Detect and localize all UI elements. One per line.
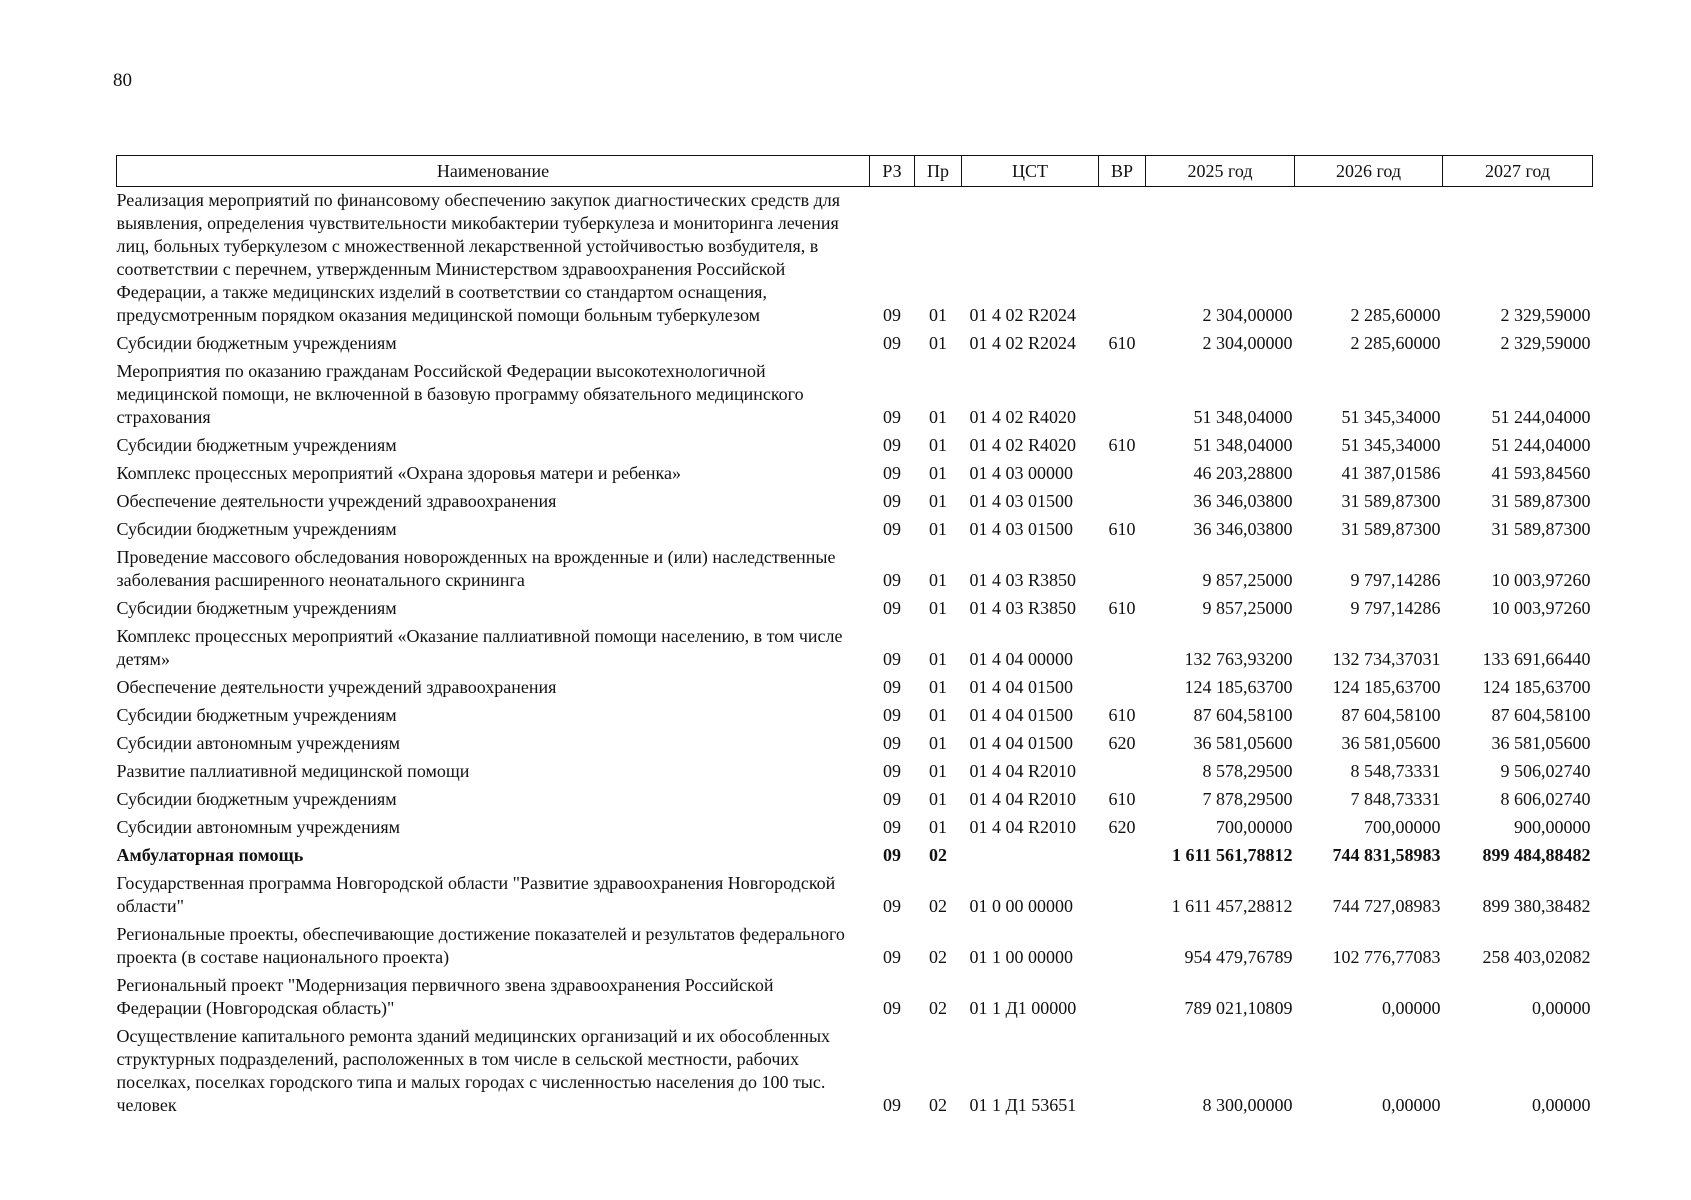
cell-vr [1099, 921, 1146, 972]
cell-y2025: 51 348,04000 [1193, 435, 1293, 455]
cell-y2026: 31 589,87300 [1341, 519, 1441, 539]
cell-vr: 620 [1108, 817, 1136, 837]
cell-vr [1099, 187, 1146, 331]
cell-y2026: 41 387,01586 [1341, 463, 1441, 483]
cell-y2027: 51 244,04000 [1491, 407, 1591, 427]
table-header [117, 156, 1593, 187]
cell-y2026: 7 848,73331 [1350, 789, 1441, 809]
cell-vr: 620 [1108, 733, 1136, 753]
cell-rz: 09 [883, 598, 901, 618]
table-row [117, 460, 1593, 488]
cell-vr: 610 [1108, 789, 1136, 809]
cell-y2025: 36 346,03800 [1193, 519, 1293, 539]
header-2025: 2025 год [1146, 156, 1295, 187]
cell-pr: 01 [929, 789, 947, 809]
cell-name: Субсидии бюджетным учреждениям [116, 789, 397, 809]
cell-rz: 09 [883, 789, 901, 809]
cell-y2025: 9 857,25000 [1202, 598, 1293, 618]
cell-y2025: 46 203,28800 [1193, 463, 1293, 483]
cell-cst: 01 1 00 00000 [969, 947, 1073, 967]
cell-y2026: 51 345,34000 [1341, 407, 1441, 427]
table-body [117, 187, 1593, 1121]
cell-vr [1099, 544, 1146, 595]
cell-rz: 09 [883, 649, 901, 669]
cell-rz: 09 [883, 705, 901, 725]
cell-rz: 09 [883, 570, 901, 590]
cell-cst: 01 4 04 00000 [969, 649, 1073, 669]
cell-rz: 09 [883, 463, 901, 483]
table-row [117, 516, 1593, 544]
cell-y2027: 899 484,88482 [1482, 845, 1591, 865]
cell-name: Амбулаторная помощь [116, 845, 304, 865]
table-row [117, 972, 1593, 1023]
table-row [117, 674, 1593, 702]
cell-name: Субсидии бюджетным учреждениям [116, 333, 397, 353]
cell-name: Обеспечение деятельности учреждений здравоохранения [116, 491, 557, 511]
cell-y2025: 51 348,04000 [1193, 407, 1293, 427]
cell-name: Комплекс процессных мероприятий «Оказание паллиативной помощи населению, в том числе детям» [116, 626, 843, 669]
cell-pr: 01 [929, 649, 947, 669]
cell-y2026: 8 548,73331 [1350, 761, 1441, 781]
cell-vr [1099, 870, 1146, 921]
cell-rz: 09 [883, 896, 901, 916]
cell-pr: 01 [929, 598, 947, 618]
table-row [117, 595, 1593, 623]
cell-cst: 01 0 00 00000 [969, 896, 1073, 916]
table-row [117, 544, 1593, 595]
cell-y2025: 1 611 561,78812 [1171, 845, 1293, 865]
cell-name: Субсидии бюджетным учреждениям [116, 598, 397, 618]
header-name: Наименование [117, 156, 870, 187]
cell-rz: 09 [883, 1095, 901, 1115]
table-row [117, 488, 1593, 516]
cell-y2027: 41 593,84560 [1491, 463, 1591, 483]
cell-y2027: 31 589,87300 [1491, 519, 1591, 539]
cell-pr: 01 [929, 519, 947, 539]
table-row [117, 870, 1593, 921]
cell-cst: 01 1 Д1 53651 [969, 1095, 1077, 1115]
cell-vr: 610 [1108, 435, 1136, 455]
cell-y2026: 36 581,05600 [1341, 733, 1441, 753]
cell-y2025: 700,00000 [1216, 817, 1293, 837]
cell-y2025: 2 304,00000 [1202, 333, 1293, 353]
cell-rz: 09 [883, 733, 901, 753]
cell-name: Субсидии автономным учреждениям [116, 817, 401, 837]
cell-y2027: 36 581,05600 [1491, 733, 1591, 753]
cell-rz: 09 [883, 845, 901, 865]
header-cst: ЦСТ [962, 156, 1099, 187]
cell-name: Субсидии бюджетным учреждениям [116, 435, 397, 455]
cell-y2025: 8 578,29500 [1202, 761, 1293, 781]
cell-cst: 01 4 03 01500 [969, 491, 1073, 511]
cell-cst: 01 4 03 R3850 [969, 598, 1077, 618]
cell-vr [1099, 623, 1146, 674]
cell-cst: 01 4 04 01500 [969, 677, 1073, 697]
cell-cst: 01 4 02 R2024 [969, 305, 1077, 325]
table-row [117, 786, 1593, 814]
cell-y2026: 51 345,34000 [1341, 435, 1441, 455]
cell-y2025: 124 185,63700 [1184, 677, 1293, 697]
cell-y2027: 8 606,02740 [1500, 789, 1591, 809]
cell-y2026: 700,00000 [1364, 817, 1441, 837]
budget-table [116, 155, 1593, 1120]
table-row [117, 842, 1593, 870]
cell-name: Осуществление капитального ремонта зданий медицинских организаций и их обособленных структурных подразделений, расположенных в том числе в сельской местности, рабочих поселках, поселках городского типа и малых городах с численностью населения до 100 тыс. человек [116, 1026, 831, 1115]
cell-y2025: 9 857,25000 [1202, 570, 1293, 590]
header-row [117, 156, 1593, 187]
cell-y2026: 2 285,60000 [1350, 305, 1441, 325]
table-row [117, 730, 1593, 758]
cell-y2025: 7 878,29500 [1202, 789, 1293, 809]
cell-y2027: 87 604,58100 [1491, 705, 1591, 725]
cell-y2025: 132 763,93200 [1184, 649, 1293, 669]
cell-y2027: 0,00000 [1532, 1095, 1591, 1115]
cell-rz: 09 [883, 761, 901, 781]
cell-pr: 01 [929, 407, 947, 427]
cell-pr: 01 [929, 333, 947, 353]
table-row [117, 921, 1593, 972]
cell-vr [1099, 758, 1146, 786]
cell-y2026: 9 797,14286 [1350, 598, 1441, 618]
cell-y2027: 31 589,87300 [1491, 491, 1591, 511]
header-2026: 2026 год [1295, 156, 1443, 187]
cell-y2025: 87 604,58100 [1193, 705, 1293, 725]
cell-y2026: 9 797,14286 [1350, 570, 1441, 590]
cell-cst: 01 4 03 00000 [969, 463, 1073, 483]
cell-cst: 01 4 04 R2010 [969, 761, 1077, 781]
cell-pr: 01 [929, 435, 947, 455]
cell-vr [1099, 1023, 1146, 1120]
cell-cst: 01 4 04 R2010 [969, 789, 1077, 809]
cell-cst: 01 4 02 R4020 [969, 435, 1077, 455]
cell-name: Развитие паллиативной медицинской помощи [116, 761, 470, 781]
cell-name: Мероприятия по оказанию гражданам Российской Федерации высокотехнологичной медицинской помощи, не включенной в базовую программу обязательного медицинского страхования [116, 361, 804, 427]
cell-name: Субсидии бюджетным учреждениям [116, 705, 397, 725]
cell-y2027: 10 003,97260 [1491, 598, 1591, 618]
cell-vr [1099, 488, 1146, 516]
table-row [117, 1023, 1593, 1120]
table-row [117, 623, 1593, 674]
cell-pr: 02 [929, 896, 947, 916]
cell-name: Комплекс процессных мероприятий «Охрана здоровья матери и ребенка» [116, 463, 681, 483]
cell-y2027: 2 329,59000 [1500, 305, 1591, 325]
cell-pr: 01 [929, 733, 947, 753]
cell-name: Субсидии бюджетным учреждениям [116, 519, 397, 539]
header-pr: Пр [915, 156, 962, 187]
header-rz: РЗ [870, 156, 915, 187]
cell-y2027: 10 003,97260 [1491, 570, 1591, 590]
cell-pr: 01 [929, 570, 947, 590]
table-row [117, 358, 1593, 432]
cell-vr: 610 [1108, 519, 1136, 539]
cell-rz: 09 [883, 677, 901, 697]
cell-pr: 02 [929, 845, 947, 865]
cell-name: Региональный проект "Модернизация первичного звена здравоохранения Российской Федерации (Новгородская область)" [116, 975, 774, 1018]
table-row [117, 758, 1593, 786]
cell-cst: 01 4 04 01500 [969, 705, 1073, 725]
cell-y2026: 132 734,37031 [1332, 649, 1441, 669]
cell-rz: 09 [883, 491, 901, 511]
cell-cst: 01 4 04 01500 [969, 733, 1073, 753]
cell-y2025: 2 304,00000 [1202, 305, 1293, 325]
cell-rz: 09 [883, 435, 901, 455]
cell-y2025: 36 581,05600 [1193, 733, 1293, 753]
cell-name: Реализация мероприятий по финансовому обеспечению закупок диагностических средств для выявления, определения чувствительности микобактерии туберкулеза и мониторинга лечения лиц, больных туберкулезом с множественной лекарственной устойчивостью возбудителя, в соответствии с перечнем, утвержденным Министерством здравоохранения Российской Федерации, а также медицинских изделий в соответствии со стандартом оснащения, предусмотренным порядком оказания медицинской помощи больным туберкулезом [116, 190, 841, 325]
cell-cst: 01 4 04 R2010 [969, 817, 1077, 837]
cell-y2025: 1 611 457,28812 [1171, 896, 1293, 916]
cell-y2025: 8 300,00000 [1202, 1095, 1293, 1115]
cell-y2026: 744 727,08983 [1332, 896, 1441, 916]
cell-y2027: 899 380,38482 [1482, 896, 1591, 916]
cell-rz: 09 [883, 817, 901, 837]
cell-vr [1099, 972, 1146, 1023]
cell-cst: 01 4 02 R4020 [969, 407, 1077, 427]
cell-pr: 01 [929, 677, 947, 697]
cell-y2027: 133 691,66440 [1482, 649, 1591, 669]
cell-y2026: 0,00000 [1382, 998, 1441, 1018]
cell-name: Региональные проекты, обеспечивающие достижение показателей и результатов федерального проекта (в составе национального проекта) [116, 924, 845, 967]
header-vr: ВР [1099, 156, 1146, 187]
cell-name: Проведение массового обследования новорожденных на врожденные и (или) наследственные заболевания расширенного неонатального скрининга [116, 547, 836, 590]
cell-y2027: 2 329,59000 [1500, 333, 1591, 353]
cell-pr: 01 [929, 305, 947, 325]
cell-cst [962, 842, 1099, 870]
cell-y2026: 102 776,77083 [1332, 947, 1441, 967]
cell-cst: 01 4 03 01500 [969, 519, 1073, 539]
cell-rz: 09 [883, 519, 901, 539]
cell-y2026: 0,00000 [1382, 1095, 1441, 1115]
cell-y2027: 124 185,63700 [1482, 677, 1591, 697]
cell-y2026: 87 604,58100 [1341, 705, 1441, 725]
cell-y2025: 954 479,76789 [1184, 947, 1293, 967]
cell-pr: 02 [929, 947, 947, 967]
cell-y2026: 124 185,63700 [1332, 677, 1441, 697]
cell-y2027: 9 506,02740 [1500, 761, 1591, 781]
cell-y2027: 258 403,02082 [1482, 947, 1591, 967]
cell-pr: 02 [929, 998, 947, 1018]
cell-pr: 01 [929, 463, 947, 483]
table-row [117, 814, 1593, 842]
cell-y2027: 0,00000 [1532, 998, 1591, 1018]
cell-name: Государственная программа Новгородской области "Развитие здравоохранения Новгородской области" [116, 873, 836, 916]
cell-pr: 01 [929, 761, 947, 781]
cell-cst: 01 4 02 R2024 [969, 333, 1077, 353]
cell-pr: 01 [929, 705, 947, 725]
cell-name: Обеспечение деятельности учреждений здравоохранения [116, 677, 557, 697]
cell-vr: 610 [1108, 705, 1136, 725]
cell-name: Субсидии автономным учреждениям [116, 733, 401, 753]
cell-rz: 09 [883, 407, 901, 427]
cell-rz: 09 [883, 998, 901, 1018]
cell-y2025: 789 021,10809 [1184, 998, 1293, 1018]
cell-pr: 01 [929, 817, 947, 837]
cell-y2026: 744 831,58983 [1332, 845, 1441, 865]
cell-pr: 02 [929, 1095, 947, 1115]
cell-vr: 610 [1108, 598, 1136, 618]
page-number: 80 [113, 70, 132, 91]
cell-vr [1099, 842, 1146, 870]
cell-cst: 01 4 03 R3850 [969, 570, 1077, 590]
cell-y2027: 900,00000 [1514, 817, 1591, 837]
cell-y2027: 51 244,04000 [1491, 435, 1591, 455]
cell-rz: 09 [883, 333, 901, 353]
cell-cst: 01 1 Д1 00000 [969, 998, 1077, 1018]
cell-vr [1099, 460, 1146, 488]
cell-pr: 01 [929, 491, 947, 511]
cell-vr [1099, 674, 1146, 702]
cell-vr [1099, 358, 1146, 432]
cell-vr: 610 [1108, 333, 1136, 353]
table-row [117, 702, 1593, 730]
table-row [117, 187, 1593, 331]
cell-y2025: 36 346,03800 [1193, 491, 1293, 511]
table-row [117, 432, 1593, 460]
cell-y2026: 2 285,60000 [1350, 333, 1441, 353]
header-2027: 2027 год [1443, 156, 1593, 187]
cell-rz: 09 [883, 947, 901, 967]
table-row [117, 330, 1593, 358]
cell-y2026: 31 589,87300 [1341, 491, 1441, 511]
cell-rz: 09 [883, 305, 901, 325]
